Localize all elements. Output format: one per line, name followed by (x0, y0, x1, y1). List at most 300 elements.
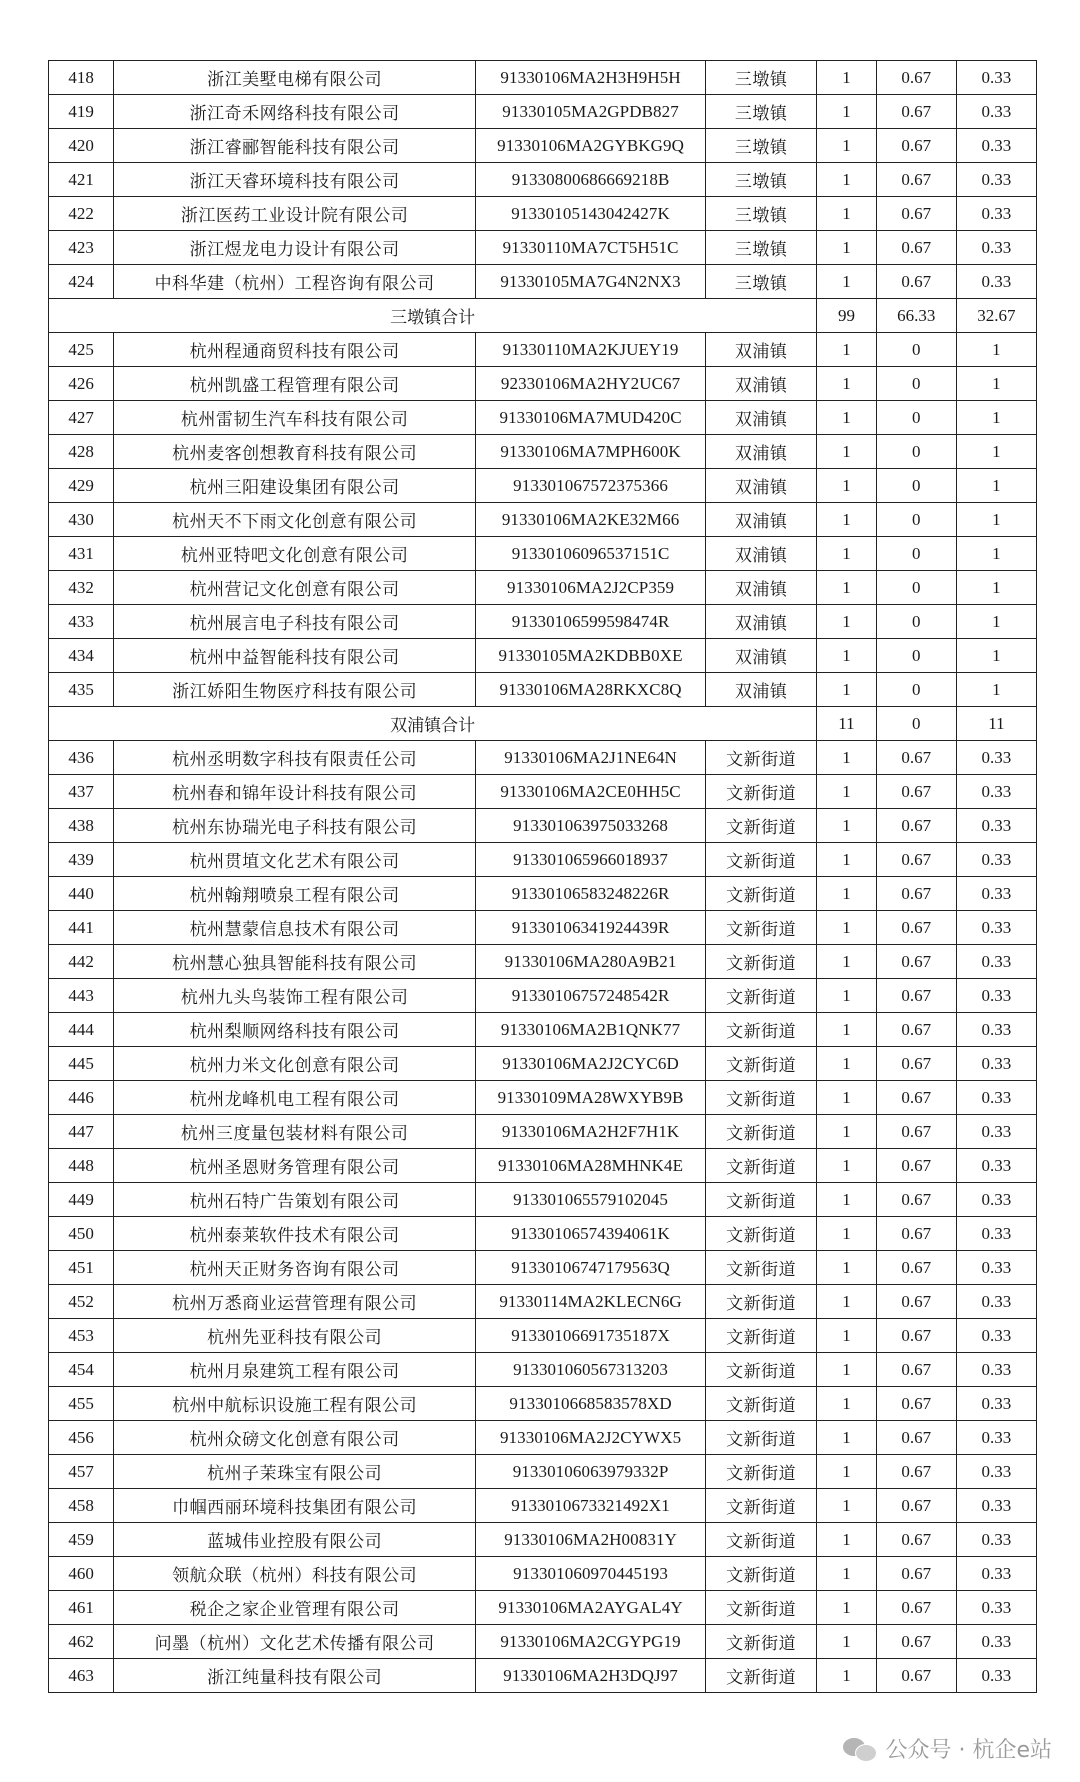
value-b: 0.67 (876, 911, 956, 945)
credit-code: 913301060970445193 (476, 1557, 706, 1591)
value-a: 1 (817, 435, 877, 469)
value-b: 0.67 (876, 809, 956, 843)
table-row (49, 1217, 1037, 1251)
credit-code: 91330106MA28RKXC8Q (476, 673, 706, 707)
company-name: 浙江煜龙电力设计有限公司 (114, 231, 476, 265)
row-number: 458 (49, 1489, 114, 1523)
value-b: 0.67 (876, 95, 956, 129)
table-row (49, 367, 1037, 401)
value-b: 0 (876, 571, 956, 605)
value-b: 0.67 (876, 1523, 956, 1557)
table-row (49, 571, 1037, 605)
company-name: 杭州春和锦年设计科技有限公司 (114, 775, 476, 809)
value-a: 99 (817, 299, 877, 333)
value-b: 0.67 (876, 979, 956, 1013)
value-a: 1 (817, 1455, 877, 1489)
row-number: 445 (49, 1047, 114, 1081)
value-b: 0.67 (876, 945, 956, 979)
value-a: 1 (817, 1183, 877, 1217)
company-name: 杭州梨顺网络科技有限公司 (114, 1013, 476, 1047)
company-name: 浙江睿郦智能科技有限公司 (114, 129, 476, 163)
company-name: 杭州丞明数字科技有限责任公司 (114, 741, 476, 775)
credit-code: 913301060567313203 (476, 1353, 706, 1387)
row-number: 431 (49, 537, 114, 571)
town-name: 文新街道 (706, 945, 817, 979)
company-name: 浙江纯量科技有限公司 (114, 1659, 476, 1693)
value-b: 0.67 (876, 775, 956, 809)
value-c: 0.33 (956, 129, 1036, 163)
value-a: 1 (817, 1047, 877, 1081)
company-name: 杭州众磅文化创意有限公司 (114, 1421, 476, 1455)
value-b: 0.67 (876, 61, 956, 95)
credit-code: 913301063975033268 (476, 809, 706, 843)
value-b: 0 (876, 537, 956, 571)
credit-code: 91330106MA28MHNK4E (476, 1149, 706, 1183)
credit-code: 91330106MA2AYGAL4Y (476, 1591, 706, 1625)
row-number: 429 (49, 469, 114, 503)
table-row (49, 1013, 1037, 1047)
table-row (49, 129, 1037, 163)
table-row (49, 639, 1037, 673)
value-a: 1 (817, 877, 877, 911)
town-name: 文新街道 (706, 741, 817, 775)
company-name: 杭州子茉珠宝有限公司 (114, 1455, 476, 1489)
value-b: 0.67 (876, 1421, 956, 1455)
value-c: 0.33 (956, 1081, 1036, 1115)
value-c: 0.33 (956, 1285, 1036, 1319)
town-name: 文新街道 (706, 1387, 817, 1421)
company-name: 中科华建（杭州）工程咨询有限公司 (114, 265, 476, 299)
value-a: 1 (817, 809, 877, 843)
value-b: 0.67 (876, 1557, 956, 1591)
value-c: 0.33 (956, 1421, 1036, 1455)
value-b: 0.67 (876, 1285, 956, 1319)
credit-code: 91330106MA7MPH600K (476, 435, 706, 469)
value-a: 1 (817, 265, 877, 299)
credit-code: 913301065579102045 (476, 1183, 706, 1217)
value-a: 1 (817, 1523, 877, 1557)
company-name: 杭州泰莱软件技术有限公司 (114, 1217, 476, 1251)
table-row (49, 1387, 1037, 1421)
value-b: 0 (876, 673, 956, 707)
value-a: 1 (817, 367, 877, 401)
value-b: 0.67 (876, 1489, 956, 1523)
value-b: 0 (876, 333, 956, 367)
credit-code: 91330105143042427K (476, 197, 706, 231)
credit-code: 92330106MA2HY2UC67 (476, 367, 706, 401)
value-b: 0 (876, 503, 956, 537)
value-c: 1 (956, 673, 1036, 707)
table-row (49, 401, 1037, 435)
credit-code: 91330106747179563Q (476, 1251, 706, 1285)
value-a: 1 (817, 231, 877, 265)
value-b: 0.67 (876, 1047, 956, 1081)
value-a: 1 (817, 1319, 877, 1353)
value-b: 0 (876, 367, 956, 401)
row-number: 435 (49, 673, 114, 707)
town-name: 文新街道 (706, 775, 817, 809)
company-table (48, 60, 1037, 1693)
table-row (49, 333, 1037, 367)
value-c: 1 (956, 605, 1036, 639)
town-name: 文新街道 (706, 1659, 817, 1693)
town-name: 文新街道 (706, 809, 817, 843)
town-name: 双浦镇 (706, 469, 817, 503)
row-number: 450 (49, 1217, 114, 1251)
subtotal-row (49, 707, 1037, 741)
table-row (49, 197, 1037, 231)
value-a: 1 (817, 197, 877, 231)
row-number: 457 (49, 1455, 114, 1489)
town-name: 文新街道 (706, 1013, 817, 1047)
town-name: 文新街道 (706, 979, 817, 1013)
credit-code: 91330106599598474R (476, 605, 706, 639)
town-name: 文新街道 (706, 1115, 817, 1149)
credit-code: 91330106MA2H3H9H5H (476, 61, 706, 95)
credit-code: 91330110MA7CT5H51C (476, 231, 706, 265)
table-row (49, 1659, 1037, 1693)
value-a: 1 (817, 1013, 877, 1047)
value-a: 1 (817, 979, 877, 1013)
town-name: 文新街道 (706, 1523, 817, 1557)
credit-code: 91330106MA2J2CP359 (476, 571, 706, 605)
town-name: 双浦镇 (706, 639, 817, 673)
value-b: 0.67 (876, 1387, 956, 1421)
company-name: 杭州天正财务咨询有限公司 (114, 1251, 476, 1285)
town-name: 文新街道 (706, 843, 817, 877)
value-c: 0.33 (956, 741, 1036, 775)
town-name: 文新街道 (706, 1489, 817, 1523)
value-c: 0.33 (956, 61, 1036, 95)
town-name: 文新街道 (706, 877, 817, 911)
company-name: 杭州三度量包装材料有限公司 (114, 1115, 476, 1149)
table-row (49, 1251, 1037, 1285)
town-name: 双浦镇 (706, 571, 817, 605)
value-c: 11 (956, 707, 1036, 741)
credit-code: 91330106MA2CE0HH5C (476, 775, 706, 809)
value-c: 0.33 (956, 197, 1036, 231)
row-number: 451 (49, 1251, 114, 1285)
value-c: 0.33 (956, 231, 1036, 265)
row-number: 434 (49, 639, 114, 673)
row-number: 453 (49, 1319, 114, 1353)
value-c: 0.33 (956, 1047, 1036, 1081)
table-row (49, 265, 1037, 299)
row-number: 436 (49, 741, 114, 775)
value-c: 32.67 (956, 299, 1036, 333)
value-a: 1 (817, 1115, 877, 1149)
value-a: 1 (817, 843, 877, 877)
value-b: 0.67 (876, 1659, 956, 1693)
town-name: 文新街道 (706, 1625, 817, 1659)
row-number: 437 (49, 775, 114, 809)
row-number: 433 (49, 605, 114, 639)
company-name: 杭州九头鸟装饰工程有限公司 (114, 979, 476, 1013)
credit-code: 91330106MA2J2CYWX5 (476, 1421, 706, 1455)
town-name: 三墩镇 (706, 129, 817, 163)
credit-code: 91330109MA28WXYB9B (476, 1081, 706, 1115)
value-a: 1 (817, 1081, 877, 1115)
town-name: 文新街道 (706, 1421, 817, 1455)
town-name: 文新街道 (706, 1591, 817, 1625)
credit-code: 91330106583248226R (476, 877, 706, 911)
row-number: 439 (49, 843, 114, 877)
company-name: 杭州翰翔喷泉工程有限公司 (114, 877, 476, 911)
value-c: 0.33 (956, 1319, 1036, 1353)
company-name: 问墨（杭州）文化艺术传播有限公司 (114, 1625, 476, 1659)
credit-code: 91330106341924439R (476, 911, 706, 945)
value-b: 0.67 (876, 197, 956, 231)
table-row (49, 945, 1037, 979)
value-a: 1 (817, 741, 877, 775)
value-c: 1 (956, 639, 1036, 673)
value-a: 11 (817, 707, 877, 741)
table-row (49, 1115, 1037, 1149)
town-name: 三墩镇 (706, 61, 817, 95)
value-b: 0.67 (876, 163, 956, 197)
table-row (49, 1081, 1037, 1115)
company-name: 杭州雷韧生汽车科技有限公司 (114, 401, 476, 435)
credit-code: 91330106063979332P (476, 1455, 706, 1489)
company-name: 杭州亚特吧文化创意有限公司 (114, 537, 476, 571)
company-name: 杭州展言电子科技有限公司 (114, 605, 476, 639)
value-c: 0.33 (956, 979, 1036, 1013)
row-number: 454 (49, 1353, 114, 1387)
value-c: 0.33 (956, 163, 1036, 197)
credit-code: 91330106MA2J2CYC6D (476, 1047, 706, 1081)
company-name: 杭州贯埴文化艺术有限公司 (114, 843, 476, 877)
row-number: 440 (49, 877, 114, 911)
row-number: 422 (49, 197, 114, 231)
value-a: 1 (817, 1421, 877, 1455)
value-b: 0 (876, 469, 956, 503)
value-b: 0.67 (876, 741, 956, 775)
table-row (49, 1183, 1037, 1217)
credit-code: 91330105MA7G4N2NX3 (476, 265, 706, 299)
value-c: 1 (956, 333, 1036, 367)
table-row (49, 843, 1037, 877)
value-c: 0.33 (956, 265, 1036, 299)
table-row (49, 605, 1037, 639)
row-number: 456 (49, 1421, 114, 1455)
value-a: 1 (817, 1591, 877, 1625)
table-row (49, 1421, 1037, 1455)
town-name: 三墩镇 (706, 163, 817, 197)
value-c: 0.33 (956, 1217, 1036, 1251)
town-name: 文新街道 (706, 1455, 817, 1489)
credit-code: 91330106MA2GYBKG9Q (476, 129, 706, 163)
company-name: 领航众联（杭州）科技有限公司 (114, 1557, 476, 1591)
value-b: 0.67 (876, 265, 956, 299)
credit-code: 91330106MA7MUD420C (476, 401, 706, 435)
table-row (49, 1047, 1037, 1081)
company-name: 杭州龙峰机电工程有限公司 (114, 1081, 476, 1115)
value-c: 1 (956, 503, 1036, 537)
credit-code: 91330106757248542R (476, 979, 706, 1013)
value-a: 1 (817, 775, 877, 809)
value-c: 0.33 (956, 1387, 1036, 1421)
value-a: 1 (817, 1353, 877, 1387)
table-row (49, 1149, 1037, 1183)
town-name: 文新街道 (706, 1149, 817, 1183)
value-c: 0.33 (956, 843, 1036, 877)
value-b: 0.67 (876, 1455, 956, 1489)
table-row (49, 673, 1037, 707)
value-c: 1 (956, 537, 1036, 571)
credit-code: 91330106733214​92X1 (476, 1489, 706, 1523)
table-row (49, 1319, 1037, 1353)
value-c: 0.33 (956, 1013, 1036, 1047)
value-c: 0.33 (956, 1115, 1036, 1149)
town-name: 双浦镇 (706, 435, 817, 469)
company-name: 杭州中益智能科技有限公司 (114, 639, 476, 673)
value-b: 0.67 (876, 1625, 956, 1659)
table-row (49, 1625, 1037, 1659)
credit-code: 91330110MA2KJUEY19 (476, 333, 706, 367)
table-row (49, 1455, 1037, 1489)
subtotal-label: 双浦镇合计 (49, 707, 817, 741)
row-number: 461 (49, 1591, 114, 1625)
company-name: 杭州万悉商业运营管理有限公司 (114, 1285, 476, 1319)
credit-code: 91330106MA2CGYPG19 (476, 1625, 706, 1659)
value-c: 0.33 (956, 1251, 1036, 1285)
row-number: 427 (49, 401, 114, 435)
table-row (49, 741, 1037, 775)
value-b: 0 (876, 401, 956, 435)
value-c: 0.33 (956, 1183, 1036, 1217)
value-c: 0.33 (956, 1625, 1036, 1659)
row-number: 443 (49, 979, 114, 1013)
table-row (49, 1557, 1037, 1591)
town-name: 三墩镇 (706, 265, 817, 299)
credit-code: 91330800686669218B (476, 163, 706, 197)
town-name: 双浦镇 (706, 367, 817, 401)
value-a: 1 (817, 911, 877, 945)
credit-code: 91330114MA2KLECN6G (476, 1285, 706, 1319)
town-name: 文新街道 (706, 1557, 817, 1591)
value-c: 1 (956, 571, 1036, 605)
row-number: 448 (49, 1149, 114, 1183)
row-number: 460 (49, 1557, 114, 1591)
credit-code: 91330106MA2H00831Y (476, 1523, 706, 1557)
credit-code: 913301065966018937 (476, 843, 706, 877)
table-row (49, 435, 1037, 469)
credit-code: 913301067572375366 (476, 469, 706, 503)
value-b: 0.67 (876, 1081, 956, 1115)
company-name: 杭州慧心独具智能科技有限公司 (114, 945, 476, 979)
town-name: 文新街道 (706, 911, 817, 945)
value-a: 1 (817, 1659, 877, 1693)
value-a: 1 (817, 1387, 877, 1421)
credit-code: 91330106MA2KE32M66 (476, 503, 706, 537)
company-name: 杭州程通商贸科技有限公司 (114, 333, 476, 367)
credit-code: 91330105MA2KDBB0XE (476, 639, 706, 673)
value-c: 0.33 (956, 809, 1036, 843)
value-a: 1 (817, 95, 877, 129)
company-name: 杭州凯盛工程管理有限公司 (114, 367, 476, 401)
value-a: 1 (817, 1251, 877, 1285)
row-number: 438 (49, 809, 114, 843)
value-c: 1 (956, 435, 1036, 469)
table-row (49, 911, 1037, 945)
value-a: 1 (817, 1557, 877, 1591)
town-name: 三墩镇 (706, 197, 817, 231)
table-row (49, 163, 1037, 197)
table-row (49, 1489, 1037, 1523)
row-number: 424 (49, 265, 114, 299)
town-name: 文新街道 (706, 1081, 817, 1115)
value-c: 0.33 (956, 1149, 1036, 1183)
company-table-page (48, 60, 1037, 1693)
table-row (49, 503, 1037, 537)
value-a: 1 (817, 61, 877, 95)
company-name: 杭州东协瑞光电子科技有限公司 (114, 809, 476, 843)
row-number: 426 (49, 367, 114, 401)
credit-code: 91330106574394061K (476, 1217, 706, 1251)
value-c: 0.33 (956, 1591, 1036, 1625)
row-number: 430 (49, 503, 114, 537)
value-a: 1 (817, 129, 877, 163)
value-b: 0.67 (876, 231, 956, 265)
value-c: 1 (956, 367, 1036, 401)
credit-code: 91330106691735187X (476, 1319, 706, 1353)
value-c: 0.33 (956, 95, 1036, 129)
value-b: 0 (876, 435, 956, 469)
row-number: 463 (49, 1659, 114, 1693)
table-row (49, 877, 1037, 911)
row-number: 447 (49, 1115, 114, 1149)
value-b: 0.67 (876, 1183, 956, 1217)
value-b: 0.67 (876, 1013, 956, 1047)
value-c: 0.33 (956, 911, 1036, 945)
table-row (49, 231, 1037, 265)
row-number: 425 (49, 333, 114, 367)
value-b: 0 (876, 605, 956, 639)
value-a: 1 (817, 469, 877, 503)
town-name: 双浦镇 (706, 605, 817, 639)
row-number: 446 (49, 1081, 114, 1115)
table-row (49, 95, 1037, 129)
value-a: 1 (817, 503, 877, 537)
row-number: 452 (49, 1285, 114, 1319)
subtotal-row (49, 299, 1037, 333)
table-row (49, 537, 1037, 571)
row-number: 442 (49, 945, 114, 979)
company-name: 杭州先亚科技有限公司 (114, 1319, 476, 1353)
value-b: 66.33 (876, 299, 956, 333)
table-row (49, 61, 1037, 95)
row-number: 459 (49, 1523, 114, 1557)
credit-code: 91330106MA2B1QNK77 (476, 1013, 706, 1047)
row-number: 441 (49, 911, 114, 945)
value-b: 0 (876, 639, 956, 673)
value-b: 0.67 (876, 1149, 956, 1183)
town-name: 双浦镇 (706, 673, 817, 707)
value-a: 1 (817, 1489, 877, 1523)
company-name: 杭州三阳建设集团有限公司 (114, 469, 476, 503)
company-name: 杭州石特广告策划有限公司 (114, 1183, 476, 1217)
town-name: 文新街道 (706, 1217, 817, 1251)
town-name: 双浦镇 (706, 537, 817, 571)
value-a: 1 (817, 163, 877, 197)
town-name: 文新街道 (706, 1319, 817, 1353)
table-row (49, 1523, 1037, 1557)
town-name: 三墩镇 (706, 95, 817, 129)
row-number: 428 (49, 435, 114, 469)
credit-code: 91330106MA280A9B21 (476, 945, 706, 979)
company-name: 浙江娇阳生物医疗科技有限公司 (114, 673, 476, 707)
value-c: 0.33 (956, 877, 1036, 911)
